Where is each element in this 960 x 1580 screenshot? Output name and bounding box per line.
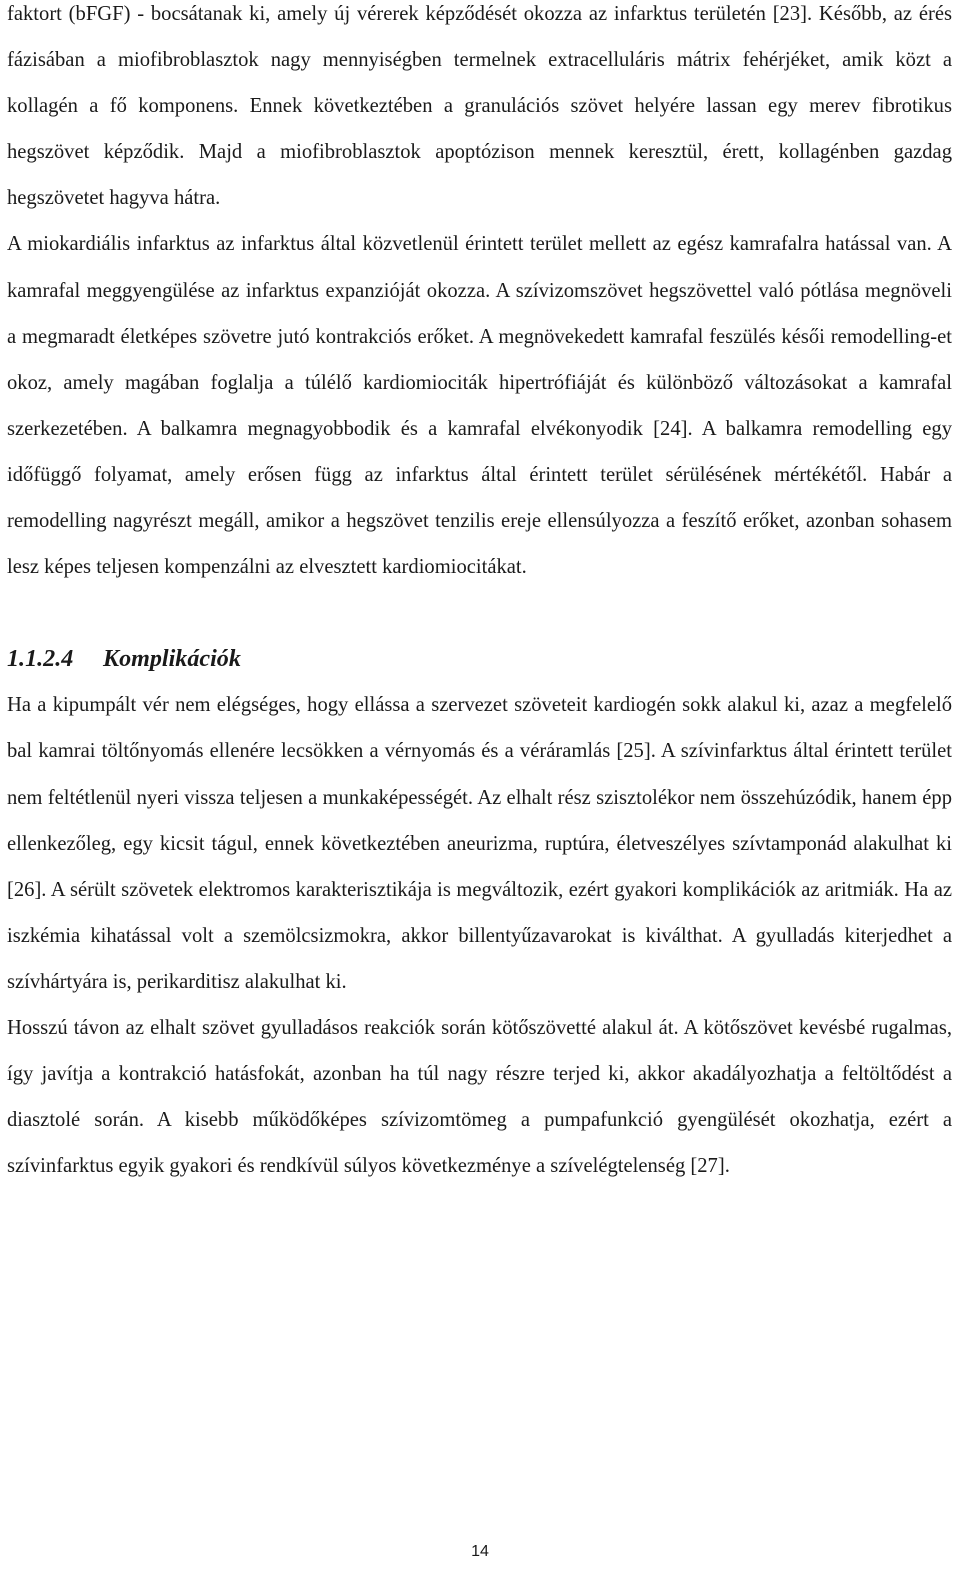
paragraph-ventricular-remodelling: A miokardiális infarktus az infarktus által közvetlenül érintett terület mellett az egész kamrafalra hatással van. A kamrafal meggyengülése az infarktus expanzióját okozza. A szívizomszövet hegszövettel való pótlása megnöveli a megmaradt életképes szövetre jutó kontrakciós erőket. A megnövekedett kamrafal feszülés késői remodelling-et okoz, amely magában foglalja a túlélő kardiomiociták hipertrófiáját és különböző változásokat a kamrafal szerkezetében. A balkamra megnagyobbodik és a kamrafal elvékonyodik [24]. A balkamra remodelling egy időfüggő folyamat, amely erősen függ az infarktus által érintett terület sérülésének mértékétől. Habár a remodelling nagyrészt megáll, amikor a hegszövet tenzilis ereje ellensúlyozza a feszítő erőket, azonban sohasem lesz képes teljesen kompenzálni az elvesztett kardiomiocitákat.	[7, 233, 952, 579]
section-heading	[7, 636, 952, 682]
section-title: Komplikációk	[103, 646, 241, 673]
document-page	[7, 0, 952, 1189]
paragraph-long-term-effects: Hosszú távon az elhalt szövet gyulladásos reakciók során kötőszövetté alakul át. A kötőszövet kevésbé rugalmas, így javítja a kontrakció hatásfokát, azonban ha túl nagy részre terjed ki, akkor akadályozhatja a feltöltődést a diasztolé során. A kisebb működőképes szívizomtömeg a pumpafunkció gyengülését okozhatja, ezért a szívinfarktus egyik gyakori és rendkívül súlyos következménye a szívelégtelenség [27].	[7, 1016, 952, 1178]
page-number: 14	[471, 1543, 489, 1560]
section-number: 1.1.2.4	[7, 646, 74, 673]
paragraph-bfgf-maturation: faktort (bFGF) - bocsátanak ki, amely új vérerek képződését okozza az infarktus területén [23]. Később, az érés fázisában a miofibroblasztok nagy mennyiségben termelnek extracelluláris mátrix fehérjéket, amik közt a kollagén a fő komponens. Ennek következtében a granulációs szövet helyére lassan egy merev fibrotikus hegszövet képződik. Majd a miofibroblasztok apoptózison mennek keresztül, érett, kollagénben gazdag hegszövetet hagyva hátra.	[7, 3, 952, 210]
paragraph-complications: Ha a kipumpált vér nem elégséges, hogy ellássa a szervezet szöveteit kardiogén sokk alakul ki, azaz a megfelelő bal kamrai töltőnyomás ellenére lecsökken a vérnyomás és a véráramlás [25]. A szívinfarktus által érintett terület nem feltétlenül nyeri vissza teljesen a munkaképességét. Az elhalt rész szisztolékor nem összehúzódik, hanem épp ellenkezőleg, egy kicsit tágul, ennek következtében aneurizma, ruptúra, életveszélyes szívtamponád alakulhat ki [26]. A sérült szövetek elektromos karakterisztikája is megváltozik, ezért gyakori komplikációk az aritmiák. Ha az iszkémia kihatással volt a szemölcsizmokra, akkor billentyűzavarokat is kiválthat. A gyulladás kiterjedhet a szívhártyára is, perikarditisz alakulhat ki.	[7, 694, 952, 993]
